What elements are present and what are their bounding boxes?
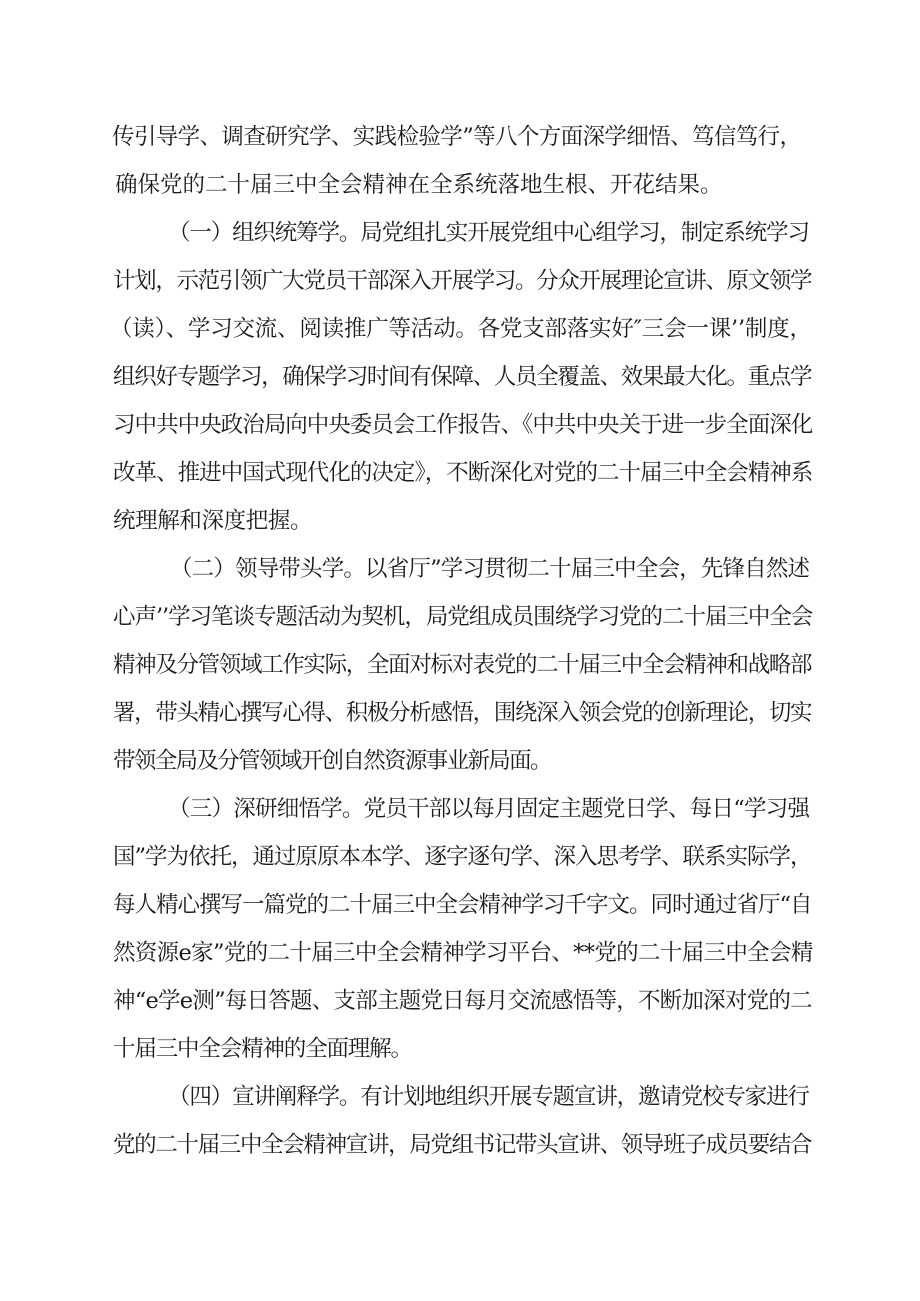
text-line-17: 每人精心撰写一篇党的二十届三中全会精神学习千字文。同时通过省厅“自: [113, 892, 812, 918]
text-line-15: （三）深研细悟学。党员干部以每月固定主题党日学、每日“学习强: [168, 796, 810, 822]
text-line-13: 署，带头精心撰写心得、积极分析感悟，围绕深入领会党的创新理论，切实: [113, 700, 812, 726]
text-line-19: 神“e学e测”每日答题、支部主题党日每月交流感悟等，不断加深对党的二: [113, 988, 812, 1014]
text-line-5: （读）、学习交流、阅读推广等活动。各党支部落实好″三会一课’’制度，: [110, 316, 812, 342]
text-line-18: 然资源e家”党的二十届三中全会精神学习平台、**党的二十届三中全会精: [113, 940, 813, 966]
text-line-10: （二）领导带头学。以省厅”学习贯彻二十届三中全会，先锋自然述: [170, 556, 810, 582]
text-line-11: 心声’’学习笔谈专题活动为契机，局党组成员围绕学习党的二十届三中全会: [113, 604, 813, 630]
text-line-12: 精神及分管领域工作实际，全面对标对表党的二十届三中全会精神和战略部: [113, 652, 812, 678]
text-line-4: 计划，示范引领广大党员干部深入开展学习。分众开展理论宣讲、原文领学: [113, 268, 812, 294]
text-line-20: 十届三中全会精神的全面理解。: [113, 1036, 412, 1062]
text-line-1: 传引导学、调查研究学、实践检验学”等八个方面深学细悟、笃信笃行，: [112, 124, 802, 150]
text-line-21: （四）宣讲阐释学。有计划地组织开展专题宣讲，邀请党校专家进行: [168, 1084, 809, 1110]
text-line-16: 国”学为依托，通过原原本本学、逐字逐句学、深入思考学、联系实际学，: [113, 844, 812, 870]
text-line-7: 习中共中央政治局向中央委员会工作报告、《中共中央关于进一步全面深化: [113, 412, 813, 438]
text-line-8: 改革、推进中国式现代化的决定》，不断深化对党的二十届三中全会精神系: [113, 460, 813, 486]
text-line-3: （一）组织统筹学。局党组扎实开展党组中心组学习，制定系统学习: [168, 220, 809, 246]
text-line-2: 确保党的二十届三中全会精神在全系统落地生根、开花结果。: [115, 172, 723, 198]
text-line-9: 统理解和深度把握。: [113, 508, 313, 534]
text-line-22: 党的二十届三中全会精神宣讲，局党组书记带头宣讲、领导班子成员要结合: [113, 1132, 812, 1158]
text-line-14: 带领全局及分管领域开创自然资源事业新局面。: [113, 748, 551, 774]
text-line-6: 组织好专题学习，确保学习时间有保障、人员全覆盖、效果最大化。重点学: [113, 364, 812, 390]
